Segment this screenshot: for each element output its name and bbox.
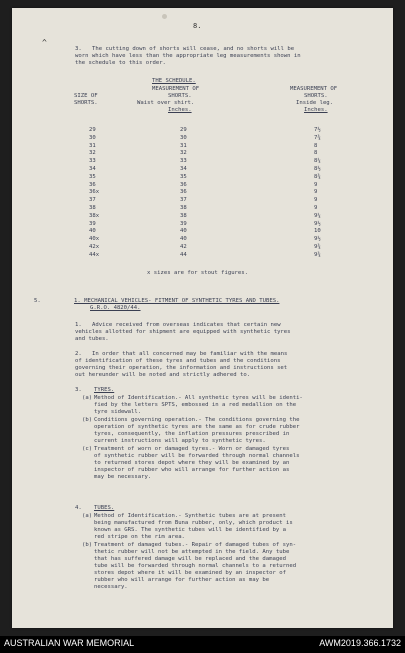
p4b-line-7: necessary. [94, 584, 128, 590]
p3b-line-3: tyres, consequently, the inflation pressures prescribed in [94, 431, 290, 437]
p2-line-4: out hereunder will be noted and strictly adhered to. [75, 372, 251, 378]
p4b-line-2: thetic rubber will not be attempted in the field. Any tube [94, 549, 290, 555]
p4a-line-1: Method of Identification.- Synthetic tubes are at present [94, 513, 286, 519]
schedule-cell-leg: 8 [314, 150, 318, 157]
p1-number: 1. [75, 322, 82, 328]
p3c-line-1: Treatment of worn or damaged tyres.- Worn or damaged tyres [94, 446, 290, 452]
p3b-line-2: operation of synthetic tyres are the same as for crude rubber [94, 424, 300, 430]
punch-hole [162, 14, 167, 19]
p2-line-1: In order that all concerned may be familiar with the means [92, 351, 288, 357]
schedule-cell-leg: 9 [314, 197, 318, 204]
schedule-cell-size: 36 [89, 181, 96, 188]
schedule-cell-waist: 29 [180, 127, 187, 133]
schedule-cell-leg: 8¼ [314, 158, 321, 165]
footer-accession-id: AWM2019.366.1732 [319, 638, 401, 648]
col3-header-2: SHORTS. [304, 93, 328, 99]
col2-header-2: SHORTS. [168, 93, 192, 99]
p4-title: TUBES. [94, 505, 115, 511]
schedule-cell-waist: 34 [180, 166, 187, 172]
p3c-line-2: of synthetic rubber will be forwarded through normal channels [94, 453, 300, 459]
p3a-line-1: Method of Identification.- All synthetic tyres will be identi- [94, 395, 303, 401]
schedule-cell-waist: 35 [180, 173, 187, 180]
schedule-cell-size: 40 [89, 228, 96, 235]
col2-header-3: Waist over shirt. [137, 100, 195, 106]
schedule-cell-size: 34 [89, 166, 96, 172]
schedule-cell-waist: 30 [180, 134, 187, 141]
p3b-label: (b) [82, 417, 93, 423]
col1-header-2: SHORTS. [74, 100, 98, 106]
schedule-footnote: x sizes are for stout figures. [147, 270, 249, 276]
col3-header-1: MEASUREMENT OF [290, 86, 338, 92]
footer-bar [0, 636, 405, 653]
schedule-cell-size: 42x [89, 244, 100, 250]
col3-header-3: Inside leg. [296, 100, 334, 106]
col2-header-4: Inches. [168, 107, 192, 113]
schedule-cell-size: 29 [89, 127, 96, 133]
schedule-cell-size: 31 [89, 142, 96, 149]
schedule-cell-waist: 40 [180, 228, 187, 235]
schedule-cell-size: 33 [89, 158, 96, 165]
schedule-title: THE SCHEDULE. [152, 78, 196, 84]
p3c-line-4: inspector of rubber who will arrange for further action as [94, 467, 290, 473]
p3c-line-3: to returned stores depot where they will be examined by an [94, 460, 290, 466]
p3b-line-1: Conditions governing operation.- The conditions governing the [94, 417, 300, 423]
schedule-cell-leg: 7½ [314, 127, 321, 133]
p4a-line-4: red stripe on the rim area. [94, 534, 185, 540]
p1-line-3: and tubes. [75, 336, 109, 342]
schedule-cell-leg: 9 [314, 205, 318, 211]
p3a-line-2: fied by the letters SPTS, embossed in a red medallion on the [94, 402, 297, 408]
section-5-heading: 1. MECHANICAL VEHICLES- FITMENT OF SYNTHETIC TYRES AND TUBES. [74, 298, 280, 304]
schedule-cell-waist: 36 [180, 181, 187, 188]
schedule-cell-leg: 9¾ [314, 244, 321, 250]
p2-line-2: of identification of these tyres and tubes and the conditions [75, 358, 281, 364]
schedule-cell-leg: 9 [314, 189, 318, 196]
para-3-number: 3. [75, 46, 82, 52]
schedule-cell-leg: 8½ [314, 166, 321, 172]
p4b-line-5: stores depot where it will be examined by an inspector of [94, 570, 286, 576]
schedule-cell-leg: 7¾ [314, 134, 321, 141]
schedule-cell-size: 32 [89, 150, 96, 157]
schedule-cell-leg: 9 [314, 181, 318, 188]
p3-title: TYRES. [94, 387, 115, 393]
p4a-line-3: known as GRS. The synthetic tubes will be identified by a [94, 527, 286, 533]
p4a-line-2: being manufactured from Buna rubber, only, which product is [94, 520, 293, 526]
schedule-cell-leg: 10 [314, 228, 321, 235]
col1-header-1: SIZE OF [74, 93, 98, 99]
p2-line-3: governing their operation, the information and instructions set [75, 365, 288, 371]
p4b-line-3: that has suffered damage will be replaced and the damaged [94, 556, 286, 562]
pencil-mark: ^ [42, 38, 47, 47]
p3c-label: (c) [82, 446, 93, 452]
p4-number: 4. [75, 505, 82, 511]
p4b-label: (b) [82, 542, 93, 548]
schedule-cell-waist: 44 [180, 251, 187, 258]
schedule-cell-size: 38x [89, 212, 100, 219]
para-3-line-3: the schedule to this order. [75, 60, 166, 66]
document-page [12, 8, 393, 628]
page-number: 8. [193, 22, 202, 30]
para-3-line-1: The cutting down of shorts will cease, and no shorts will be [92, 46, 295, 52]
para-3-line-2: worn which have less than the appropriate leg measurements shown in [75, 53, 301, 59]
p3c-line-5: may be necessary. [94, 474, 152, 480]
p4a-label: (a) [82, 513, 93, 519]
footer-credit: AUSTRALIAN WAR MEMORIAL [4, 638, 135, 648]
col2-header-1: MEASUREMENT OF [152, 86, 200, 92]
schedule-cell-leg: 9¼ [314, 212, 321, 219]
schedule-cell-waist: 33 [180, 158, 187, 165]
p2-number: 2. [75, 351, 82, 357]
schedule-cell-size: 37 [89, 197, 96, 204]
schedule-cell-waist: 38 [180, 212, 187, 219]
schedule-cell-waist: 39 [180, 220, 187, 227]
schedule-cell-waist: 37 [180, 197, 187, 204]
schedule-cell-size: 40x [89, 236, 100, 243]
p4b-line-1: Treatment of damaged tubes.- Repair of damaged tubes of syn- [94, 542, 297, 548]
schedule-cell-waist: 36 [180, 189, 187, 196]
section-5-number: 5. [34, 298, 41, 304]
schedule-cell-leg: 9½ [314, 236, 321, 243]
p3a-label: (a) [82, 395, 93, 401]
schedule-cell-size: 38 [89, 205, 96, 211]
schedule-cell-waist: 31 [180, 142, 187, 149]
schedule-cell-leg: 8¾ [314, 173, 321, 180]
schedule-cell-size: 39 [89, 220, 96, 227]
schedule-cell-size: 30 [89, 134, 96, 141]
p4b-line-6: rubber who will arrange for further action as may be [94, 577, 270, 583]
schedule-cell-leg: 9½ [314, 220, 321, 227]
schedule-cell-size: 36x [89, 189, 100, 196]
p1-line-1: Advice received from overseas indicates that certain new [92, 322, 281, 328]
schedule-cell-waist: 42 [180, 244, 187, 250]
p3b-line-4: current instructions will apply to synthetic tyres. [94, 438, 266, 444]
schedule-cell-waist: 38 [180, 205, 187, 211]
section-5-ref: G.R.O. 4820/44. [90, 305, 141, 311]
p4b-line-4: tube will be forwarded through normal channels to a returned [94, 563, 297, 569]
p1-line-2: vehicles allotted for shipment are equipped with synthetic tyres [75, 329, 291, 335]
schedule-cell-size: 35 [89, 173, 96, 180]
schedule-cell-waist: 32 [180, 150, 187, 157]
schedule-cell-size: 44x [89, 251, 100, 258]
schedule-cell-leg: 9¾ [314, 251, 321, 258]
schedule-cell-leg: 8 [314, 142, 318, 149]
col3-header-4: Inches. [304, 107, 328, 113]
p3a-line-3: tyre sidewall. [94, 409, 142, 415]
schedule-cell-waist: 40 [180, 236, 187, 243]
p3-number: 3. [75, 387, 82, 393]
